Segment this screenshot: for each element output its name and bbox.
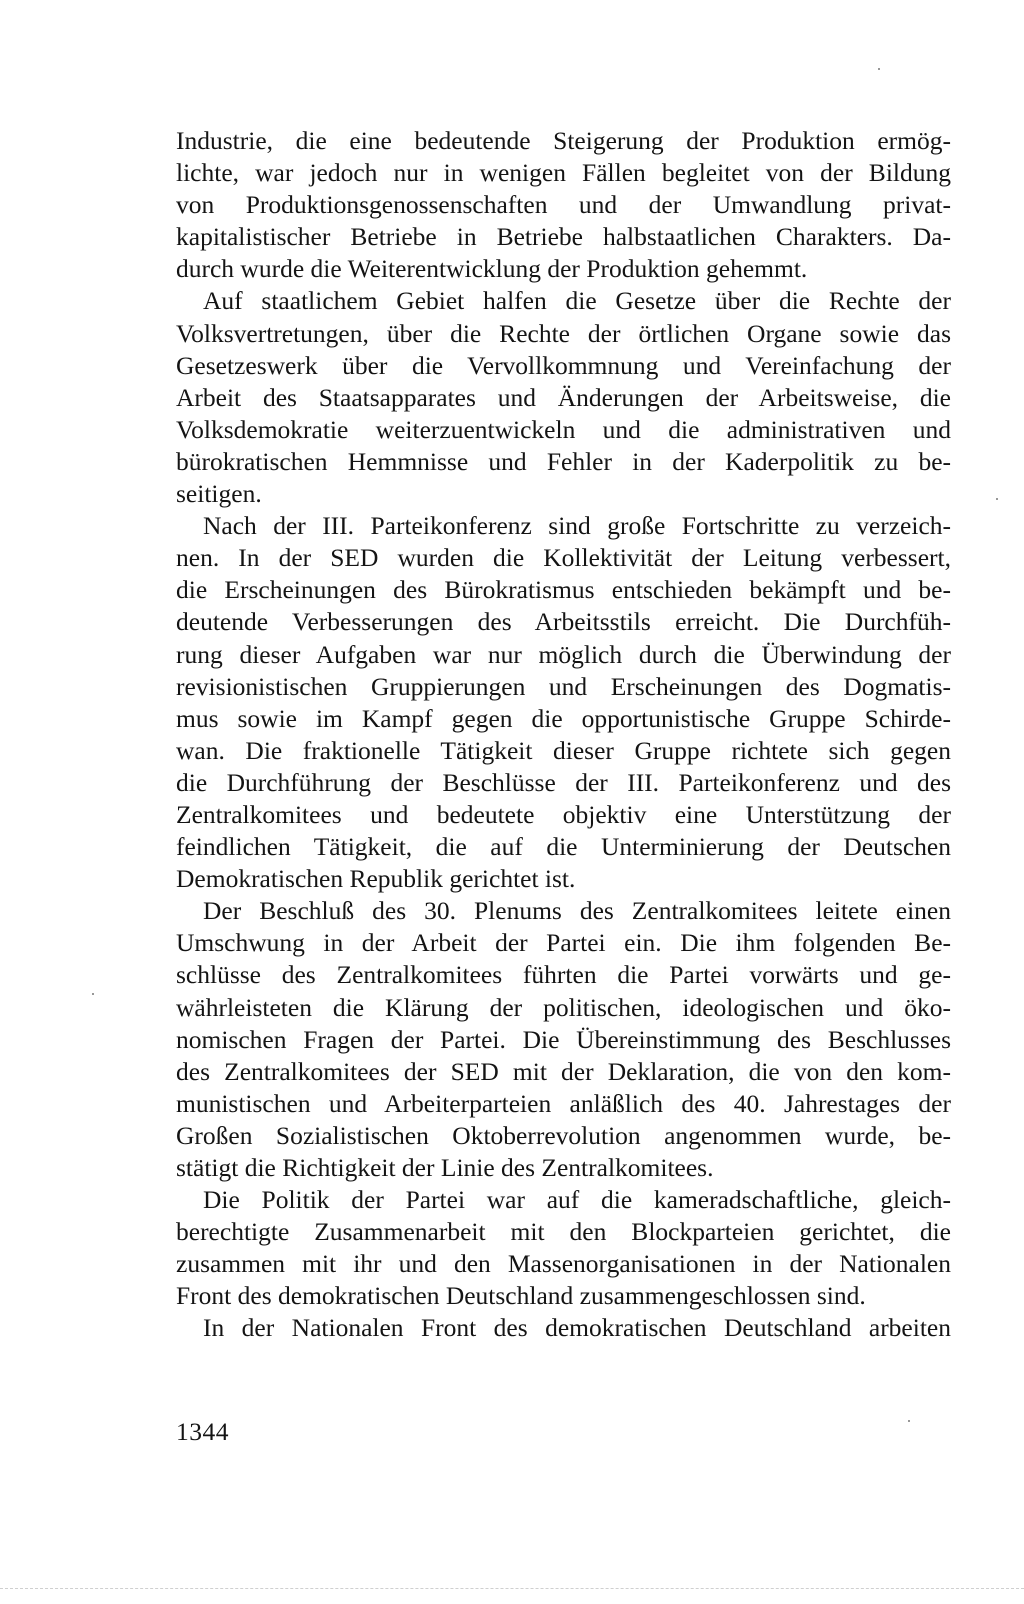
- paragraph-first-line: Der Beschluß des 30. Plenums des Zentralkomitees leitete einen: [203, 896, 951, 926]
- text-line: Umschwung in der Arbeit der Partei ein. Die ihm folgenden Be-: [176, 928, 951, 958]
- scan-edge: [0, 1588, 1024, 1590]
- text-line: Volksdemokratie weiterzuentwickeln und die administrativen und: [176, 414, 951, 444]
- text-line: nomischen Fragen der Partei. Die Übereinstimmung des Beschlusses: [176, 1024, 951, 1054]
- text-line: bürokratischen Hemmnisse und Fehler in der Kaderpolitik zu be-: [176, 446, 951, 476]
- text-line: schlüsse des Zentralkomitees führten die Partei vorwärts und ge-: [176, 960, 951, 990]
- text-line: lichte, war jedoch nur in wenigen Fällen begleitet von der Bildung: [176, 158, 951, 188]
- text-line: Demokratischen Republik gerichtet ist.: [176, 864, 576, 894]
- text-line: Arbeit des Staatsapparates und Änderungen der Arbeitsweise, die: [176, 382, 951, 412]
- text-line: wan. Die fraktionelle Tätigkeit dieser Gruppe richtete sich gegen: [176, 735, 951, 765]
- paragraph-first-line: Nach der III. Parteikonferenz sind große Fortschritte zu verzeich-: [203, 511, 951, 541]
- text-line: seitigen.: [176, 479, 262, 509]
- scan-speck: [996, 498, 998, 500]
- text-line: berechtigte Zusammenarbeit mit den Blockparteien gerichtet, die: [176, 1217, 951, 1247]
- paragraph-first-line: Die Politik der Partei war auf die kameradschaftliche, gleich-: [203, 1185, 951, 1215]
- text-line: zusammen mit ihr und den Massenorganisationen in der Nationalen: [176, 1249, 951, 1279]
- text-line: die Erscheinungen des Bürokratismus entschieden bekämpft und be-: [176, 575, 951, 605]
- text-line: von Produktionsgenossenschaften und der Umwandlung privat-: [176, 190, 951, 220]
- text-line: rung dieser Aufgaben war nur möglich durch die Überwindung der: [176, 639, 951, 669]
- text-line: Volksvertretungen, über die Rechte der örtlichen Organe sowie das: [176, 318, 951, 348]
- scan-speck: [92, 993, 94, 995]
- text-line: Front des demokratischen Deutschland zusammengeschlossen sind.: [176, 1281, 866, 1311]
- paragraph-first-line: Auf staatlichem Gebiet halfen die Gesetze über die Rechte der: [203, 286, 951, 316]
- text-line: nen. In der SED wurden die Kollektivität der Leitung verbessert,: [176, 543, 951, 573]
- text-line: kapitalistischer Betriebe in Betriebe halbstaatlichen Charakters. Da-: [176, 222, 951, 252]
- text-line: Zentralkomitees und bedeutete objektiv eine Unterstützung der: [176, 799, 951, 829]
- text-line: revisionistischen Gruppierungen und Erscheinungen des Dogmatis-: [176, 671, 951, 701]
- text-line: währleisteten die Klärung der politischen, ideologischen und öko-: [176, 992, 951, 1022]
- text-line: des Zentralkomitees der SED mit der Deklaration, die von den kom-: [176, 1056, 951, 1086]
- paragraph-first-line: In der Nationalen Front des demokratischen Deutschland arbeiten: [203, 1313, 951, 1343]
- scan-speck: [908, 1420, 910, 1422]
- scan-speck: [878, 68, 880, 70]
- text-line: deutende Verbesserungen des Arbeitsstils erreicht. Die Durchfüh-: [176, 607, 951, 637]
- text-line: durch wurde die Weiterentwicklung der Produktion gehemmt.: [176, 254, 808, 284]
- text-line: Gesetzeswerk über die Vervollkommnung und Vereinfachung der: [176, 350, 951, 380]
- text-line: Industrie, die eine bedeutende Steigerung der Produktion ermög-: [176, 126, 951, 155]
- text-line: munistischen und Arbeiterparteien anläßlich des 40. Jahrestages der: [176, 1088, 951, 1118]
- text-line: die Durchführung der Beschlüsse der III. Parteikonferenz und des: [176, 767, 951, 797]
- body-text: [176, 125, 951, 1345]
- text-line: mus sowie im Kampf gegen die opportunistische Gruppe Schirde-: [176, 703, 951, 733]
- text-line: feindlichen Tätigkeit, die auf die Unterminierung der Deutschen: [176, 832, 951, 862]
- page-number: 1344: [176, 1417, 229, 1446]
- text-line: stätigt die Richtigkeit der Linie des Zentralkomitees.: [176, 1153, 714, 1182]
- text-line: Großen Sozialistischen Oktoberrevolution angenommen wurde, be-: [176, 1120, 951, 1150]
